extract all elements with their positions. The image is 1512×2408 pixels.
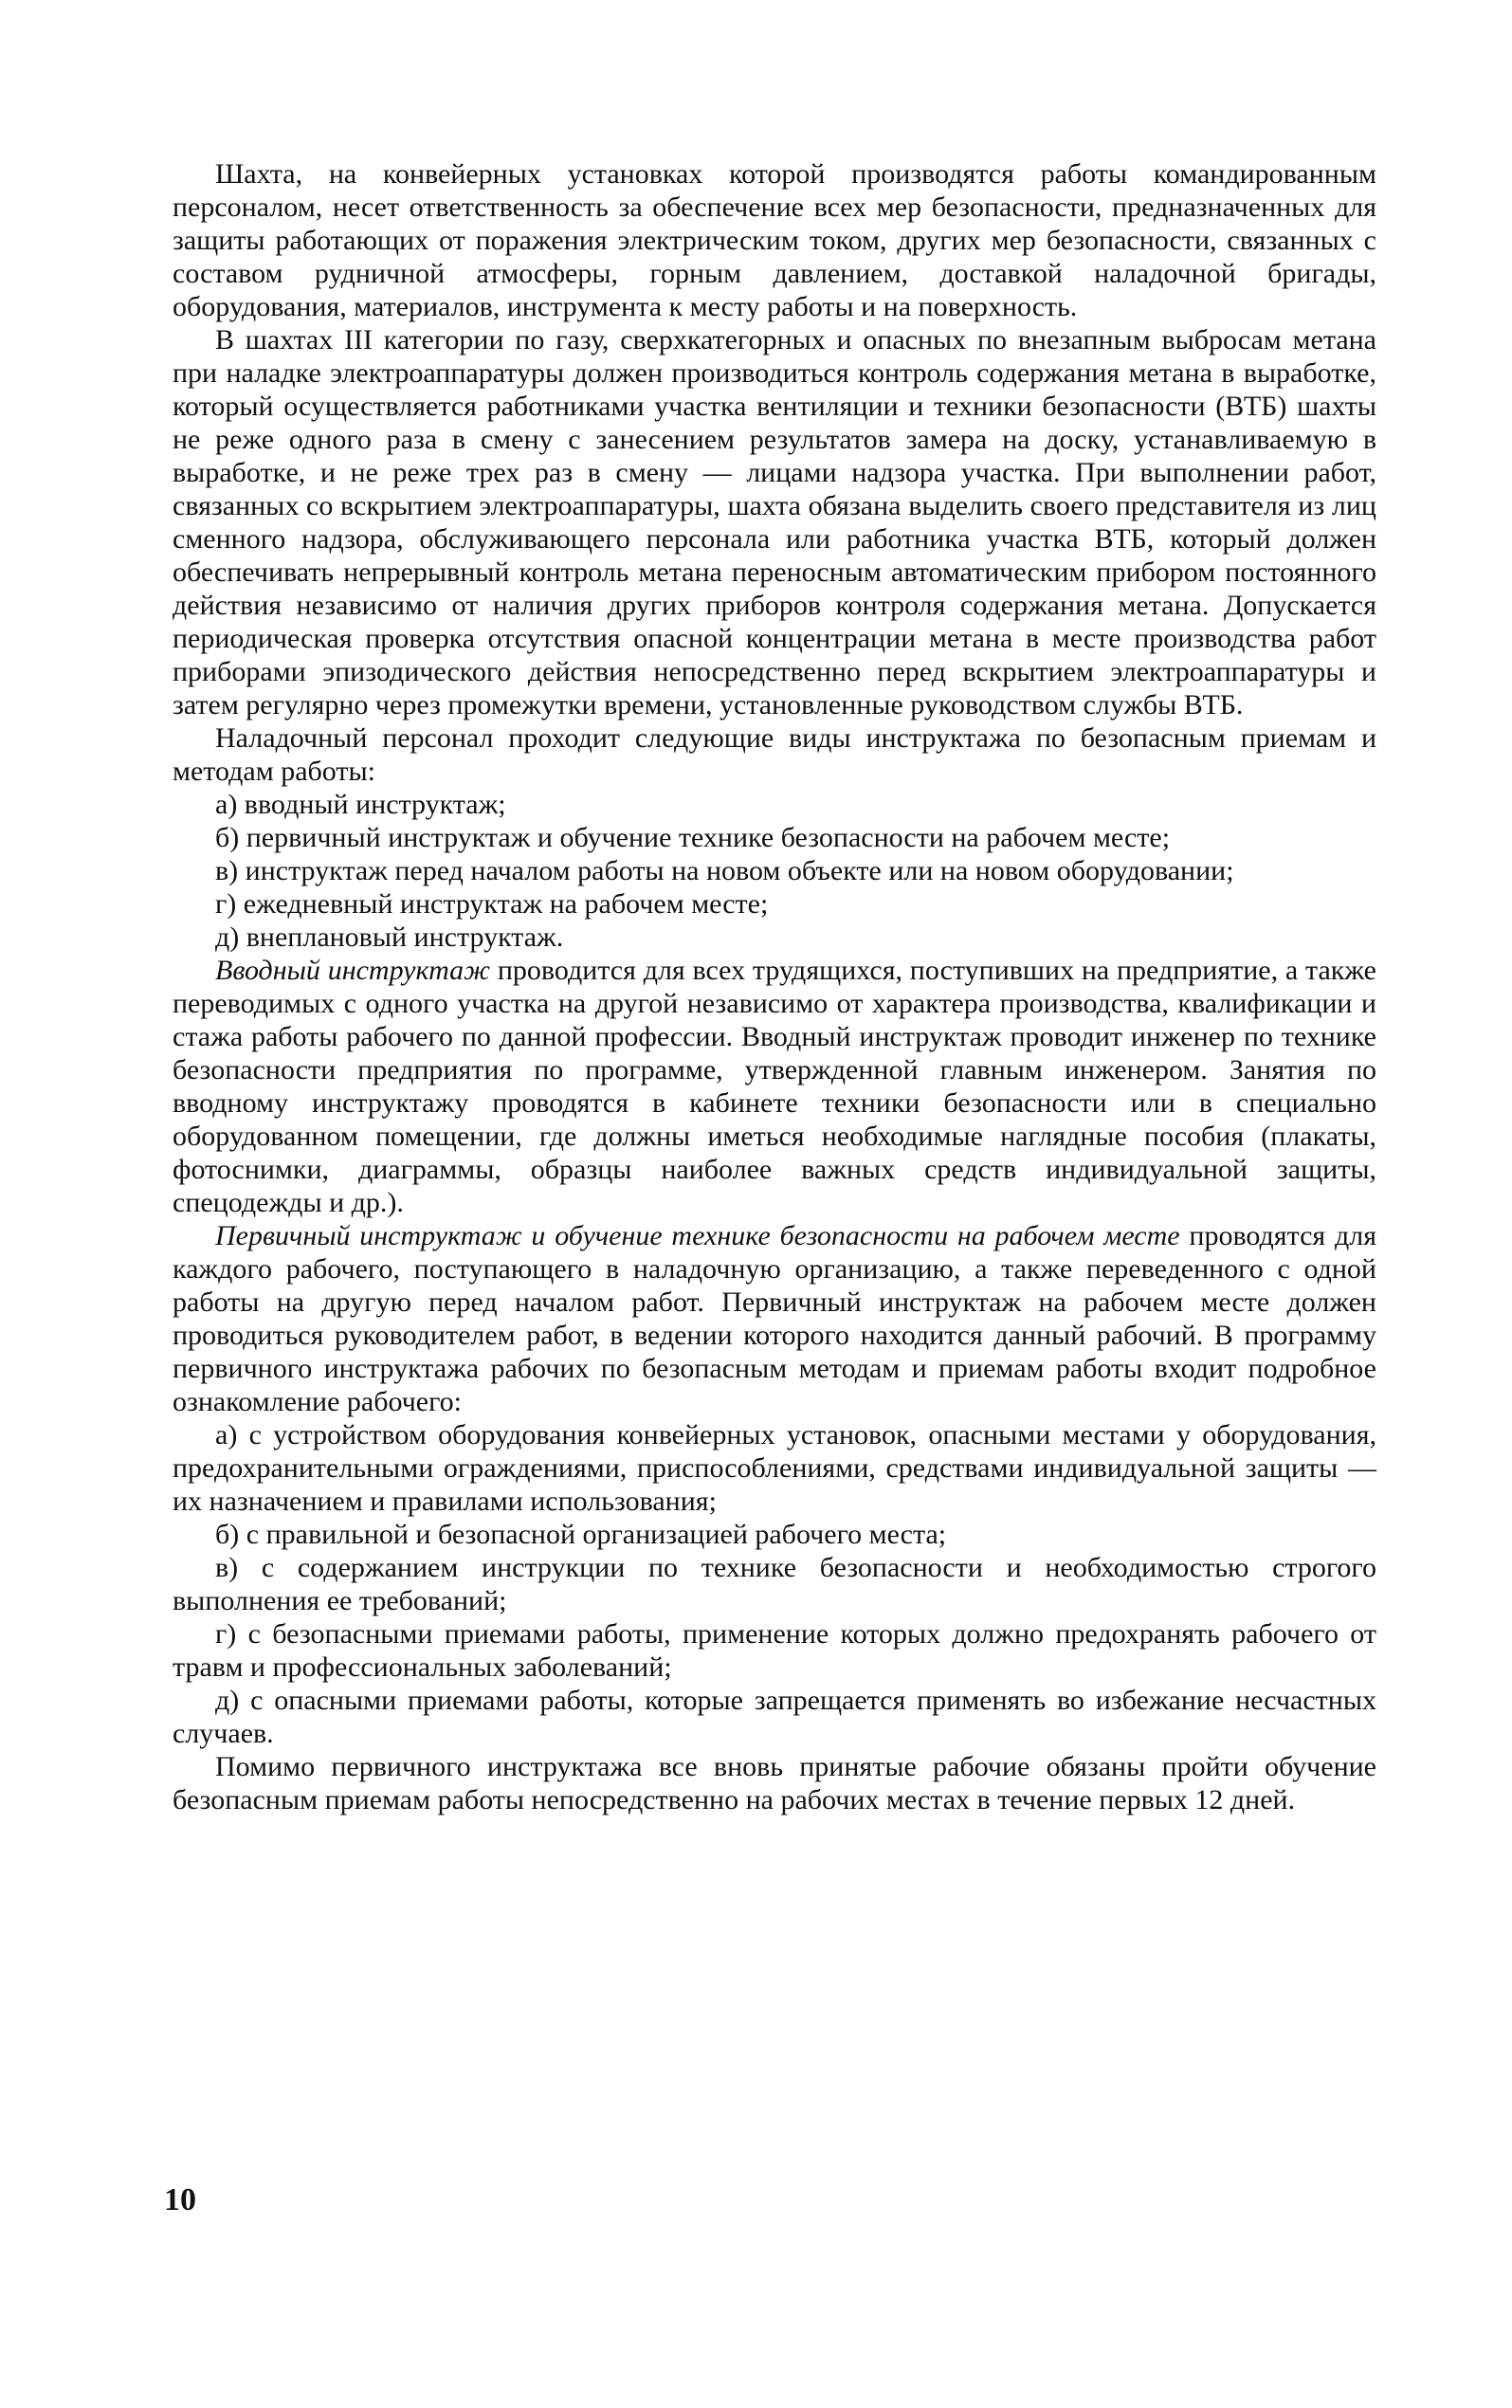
paragraph-introductory-briefing [173,954,1376,1219]
paragraph-primary-briefing-text: проводятся для каждого рабочего, поступающего в наладочную организацию, а также переведенного с одной работы на другую перед началом работ. Первичный инструктаж на рабочем месте должен проводиться руководителем работ, в ведении которого находится данный рабочий. В программу первичного инструктажа рабочих по безопасным методам и приемам работы входит подробное ознакомление рабочего: [173,1220,1377,1417]
familiarization-item-a: а) с устройством оборудования конвейерных установок, опасными местами у оборудования, предохранительными ограждениями, приспособлениями, средствами индивидуальной защиты — их назначением и правилами использования; [173,1419,1376,1517]
paragraph-methane-control: В шахтах III категории по газу, сверхкатегорных и опасных по внезапным выбросам метана при наладке электроаппаратуры должен производиться контроль содержания метана в выработке, который осуществляется работниками участка вентиляции и техники безопасности (ВТБ) шахты не реже одного раза в смену с занесением результатов замера на доску, устанавливаемую в выработке, и не реже трех раз в смену — лицами надзора участка. При выполнении работ, связанных со вскрытием электроаппаратуры, шахта обязана выделить своего представителя из лиц сменного надзора, обслуживающего персонала или работника участка ВТБ, который должен обеспечивать непрерывный контроль метана переносным автоматическим прибором постоянного действия независимо от наличия других приборов контроля содержания метана. Допускается периодическая проверка отсутствия опасной концентрации метана в месте производства работ приборами эпизодического действия непосредственно перед вскрытием электроаппаратуры и затем регулярно через промежутки времени, установленные руководством службы ВТБ. [173,324,1376,721]
familiarization-item-b: б) с правильной и безопасной организацией рабочего места; [215,1519,947,1550]
list-item-v: в) инструктаж перед началом работы на новом объекте или на новом оборудовании; [215,855,1234,886]
familiarization-item-g: г) с безопасными приемами работы, применение которых должно предохранять рабочего от травм и профессиональных заболеваний; [173,1618,1376,1683]
familiarization-item-d: д) с опасными приемами работы, которые запрещается применять во избежание несчастных случаев. [173,1685,1376,1749]
list-item-g: г) ежедневный инструктаж на рабочем месте; [215,888,769,920]
term-introductory-briefing: Вводный инструктаж [215,955,491,986]
list-item-b: б) первичный инструктаж и обучение технике безопасности на рабочем месте; [215,822,1171,853]
list-item-d: д) внеплановый инструктаж. [215,921,564,953]
paragraph-introductory-briefing-text: проводится для всех трудящихся, поступивших на предприятие, а также переводимых с одного участка на другой независимо от характера производства, квалификации и стажа работы рабочего по данной профессии. Вводный инструктаж проводит инженер по технике безопасности предприятия по программе, утвержденной главным инженером. Занятия по вводному инструктажу проводятся в кабинете техники безопасности или в специально оборудованном помещении, где должны иметься необходимые наглядные пособия (плакаты, фотоснимки, диаграммы, образцы наиболее важных средств индивидуальной защиты, спецодежды и др.). [173,955,1376,1218]
body-text [173,157,1376,1816]
term-primary-briefing: Первичный инструктаж и обучение технике безопасности на рабочем месте [215,1220,1180,1251]
page-number: 10 [164,2182,196,2217]
list-item-a: а) вводный инструктаж; [215,789,506,820]
paragraph-primary-briefing [173,1219,1376,1418]
familiarization-item-v: в) с содержанием инструкции по технике безопасности и необходимостью строгого выполнения ее требований; [173,1552,1376,1616]
paragraph-instruction-types: Наладочный персонал проходит следующие виды инструктажа по безопасным приемам и методам работы: [173,722,1376,787]
paragraph-additional-training: Помимо первичного инструктажа все вновь принятые рабочие обязаны пройти обучение безопасным приемам работы непосредственно на рабочих местах в течение первых 12 дней. [173,1751,1376,1815]
paragraph-mine-responsibility: Шахта, на конвейерных установках которой производятся работы командированным персоналом, несет ответственность за обеспечение всех мер безопасности, предназначенных для защиты работающих от поражения электрическим током, других мер безопасности, связанных с составом рудничной атмосферы, горным давлением, доставкой наладочной бригады, оборудования, материалов, инструмента к месту работы и на поверхность. [173,158,1376,322]
